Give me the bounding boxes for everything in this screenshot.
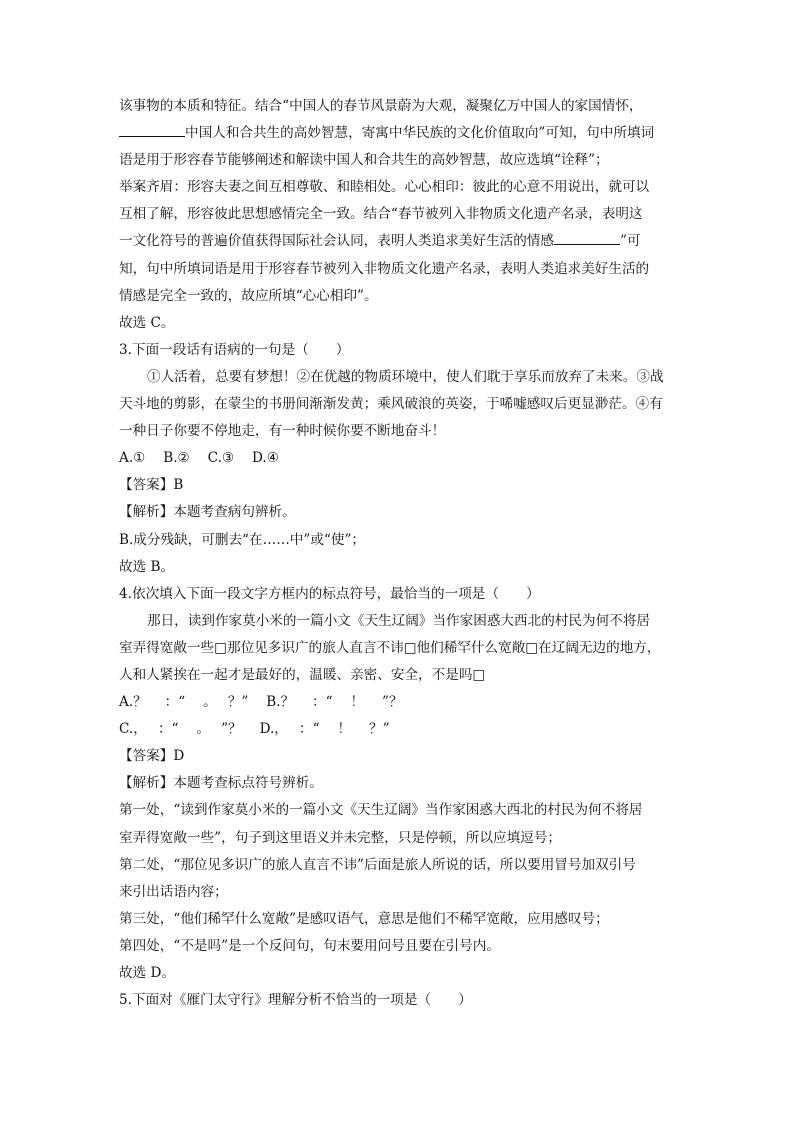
text-line (119, 527, 681, 554)
text-line (119, 364, 681, 391)
text-segment: 【答案】D (119, 748, 185, 765)
text-line (119, 960, 681, 987)
text-segment: 第四处，“不是吗”是一个反问句，句末要用问号且要在引号内。 (119, 937, 500, 954)
text-line (119, 147, 681, 174)
document-page (119, 93, 681, 1014)
text-segment: 5.下面对《雁门太守行》理解分析不恰当的一项是（ ） (119, 992, 472, 1009)
text-line (119, 797, 681, 824)
text-line (119, 499, 681, 526)
text-line (119, 310, 681, 337)
fill-in-blank (119, 122, 185, 137)
text-segment: 举案齐眉：形容夫妻之间互相尊敬、和睦相处。心心相印：彼此的心意不用说出，就可以 (119, 179, 650, 196)
text-segment: 室弄得宽敞一些”，句子到这里语义并未完整，只是停顿，所以应填逗号； (119, 829, 561, 846)
text-segment: B.成分残缺，可删去“在……中”或“使”； (119, 531, 366, 548)
text-line (119, 825, 681, 852)
text-segment: 【答案】B (119, 477, 184, 494)
text-line (119, 906, 681, 933)
text-line (119, 201, 681, 228)
text-segment: 那日，读到作家莫小米的一篇小文《天生辽阔》当作家困惑大西北的村民为何不将居 (147, 612, 650, 629)
text-line (119, 879, 681, 906)
text-line (119, 228, 681, 255)
text-segment: 室弄得宽敞一些□那位见多识广的旅人直言不讳□他们稀罕什么宽敞□在辽阔无边的地方， (119, 639, 661, 656)
text-segment: 一文化符号的普遍价值获得国际社会认同，表明人类追求美好生活的情感 (119, 233, 554, 250)
text-line (119, 852, 681, 879)
text-segment: 3.下面一段话有语病的一句是（ ） (119, 341, 350, 358)
text-line (119, 662, 681, 689)
text-line (119, 987, 681, 1014)
text-segment: 故选 D。 (119, 965, 176, 981)
text-line (119, 933, 681, 960)
text-segment: 故选 B。 (119, 558, 175, 575)
text-line (119, 337, 681, 364)
text-line (119, 554, 681, 581)
fill-in-blank (554, 230, 620, 245)
text-segment: 【解析】本题考查标点符号辨析。 (119, 775, 323, 792)
text-line (119, 174, 681, 201)
text-line (119, 743, 681, 770)
text-line (119, 472, 681, 499)
text-segment: 人和人紧挨在一起才是最好的，温暖、亲密、安全，不是吗□ (119, 666, 486, 683)
text-segment: 4.依次填入下面一段文字方框内的标点符号，最恰当的一项是（ ） (119, 585, 540, 602)
text-line (119, 635, 681, 662)
text-segment: 知，句中所填词语是用于形容春节被列入非物质文化遗产名录，表明人类追求美好生活的 (119, 260, 650, 277)
text-segment: 互相了解，形容彼此思想感情完全一致。结合“春节被列入非物质文化遗产名录，表明这 (119, 206, 643, 223)
text-segment: 第三处，“他们稀罕什么宽敞”是感叹语气，意思是他们不稀罕宽敞，应用感叹号； (119, 910, 609, 927)
text-line (119, 120, 681, 147)
text-segment: 【解析】本题考查病句辨析。 (119, 504, 296, 521)
text-segment: A.？ ：“ 。 ？” B.？ ：“ ！ ”？ (119, 694, 403, 711)
text-line (119, 418, 681, 445)
text-line (119, 770, 681, 797)
text-line (119, 689, 681, 716)
text-line (119, 716, 681, 743)
text-segment: A.① B.② C.③ D.④ (119, 450, 279, 467)
text-line (119, 283, 681, 310)
text-segment: C.， ：“ 。 ”？ D.， ：“ ！ ？” (119, 721, 390, 738)
text-segment: 天斗地的剪影，在蒙尘的书册间渐渐发黄；乘风破浪的英姿，于唏嘘感叹后更显渺茫。④有 (119, 396, 663, 413)
text-segment: 来引出话语内容； (119, 883, 228, 900)
text-line (119, 93, 681, 120)
text-line (119, 391, 681, 418)
text-segment: 故选 C。 (119, 314, 175, 331)
text-segment: 一种日子你要不停地走，有一种时候你要不断地奋斗！ (119, 423, 446, 440)
text-line (119, 256, 681, 283)
text-segment: ”可 (620, 233, 641, 250)
text-line (119, 608, 681, 635)
text-line (119, 445, 681, 472)
text-segment: 中国人和合共生的高妙智慧，寄寓中华民族的文化价值取向”可知，句中所填词 (185, 125, 655, 142)
text-segment: 该事物的本质和特征。结合“中国人的春节风景蔚为大观，凝聚亿万中国人的家国情怀， (119, 98, 643, 114)
text-segment: 第一处，“读到作家莫小米的一篇小文《天生辽阔》当作家困惑大西北的村民为何不将居 (119, 802, 643, 819)
text-segment: 语是用于形容春节能够阐述和解读中国人和合共生的高妙智慧，故应选填“诠释”； (119, 152, 609, 169)
text-segment: ①人活着，总要有梦想！②在优越的物质环境中，使人们耽于享乐而放弃了未来。③战 (147, 368, 664, 385)
text-segment: 情感是完全一致的，故应所填“心心相印”。 (119, 287, 378, 304)
text-segment: 第二处，“那位见多识广的旅人直言不讳”后面是旅人所说的话，所以要用冒号加双引号 (119, 856, 636, 873)
text-line (119, 581, 681, 608)
